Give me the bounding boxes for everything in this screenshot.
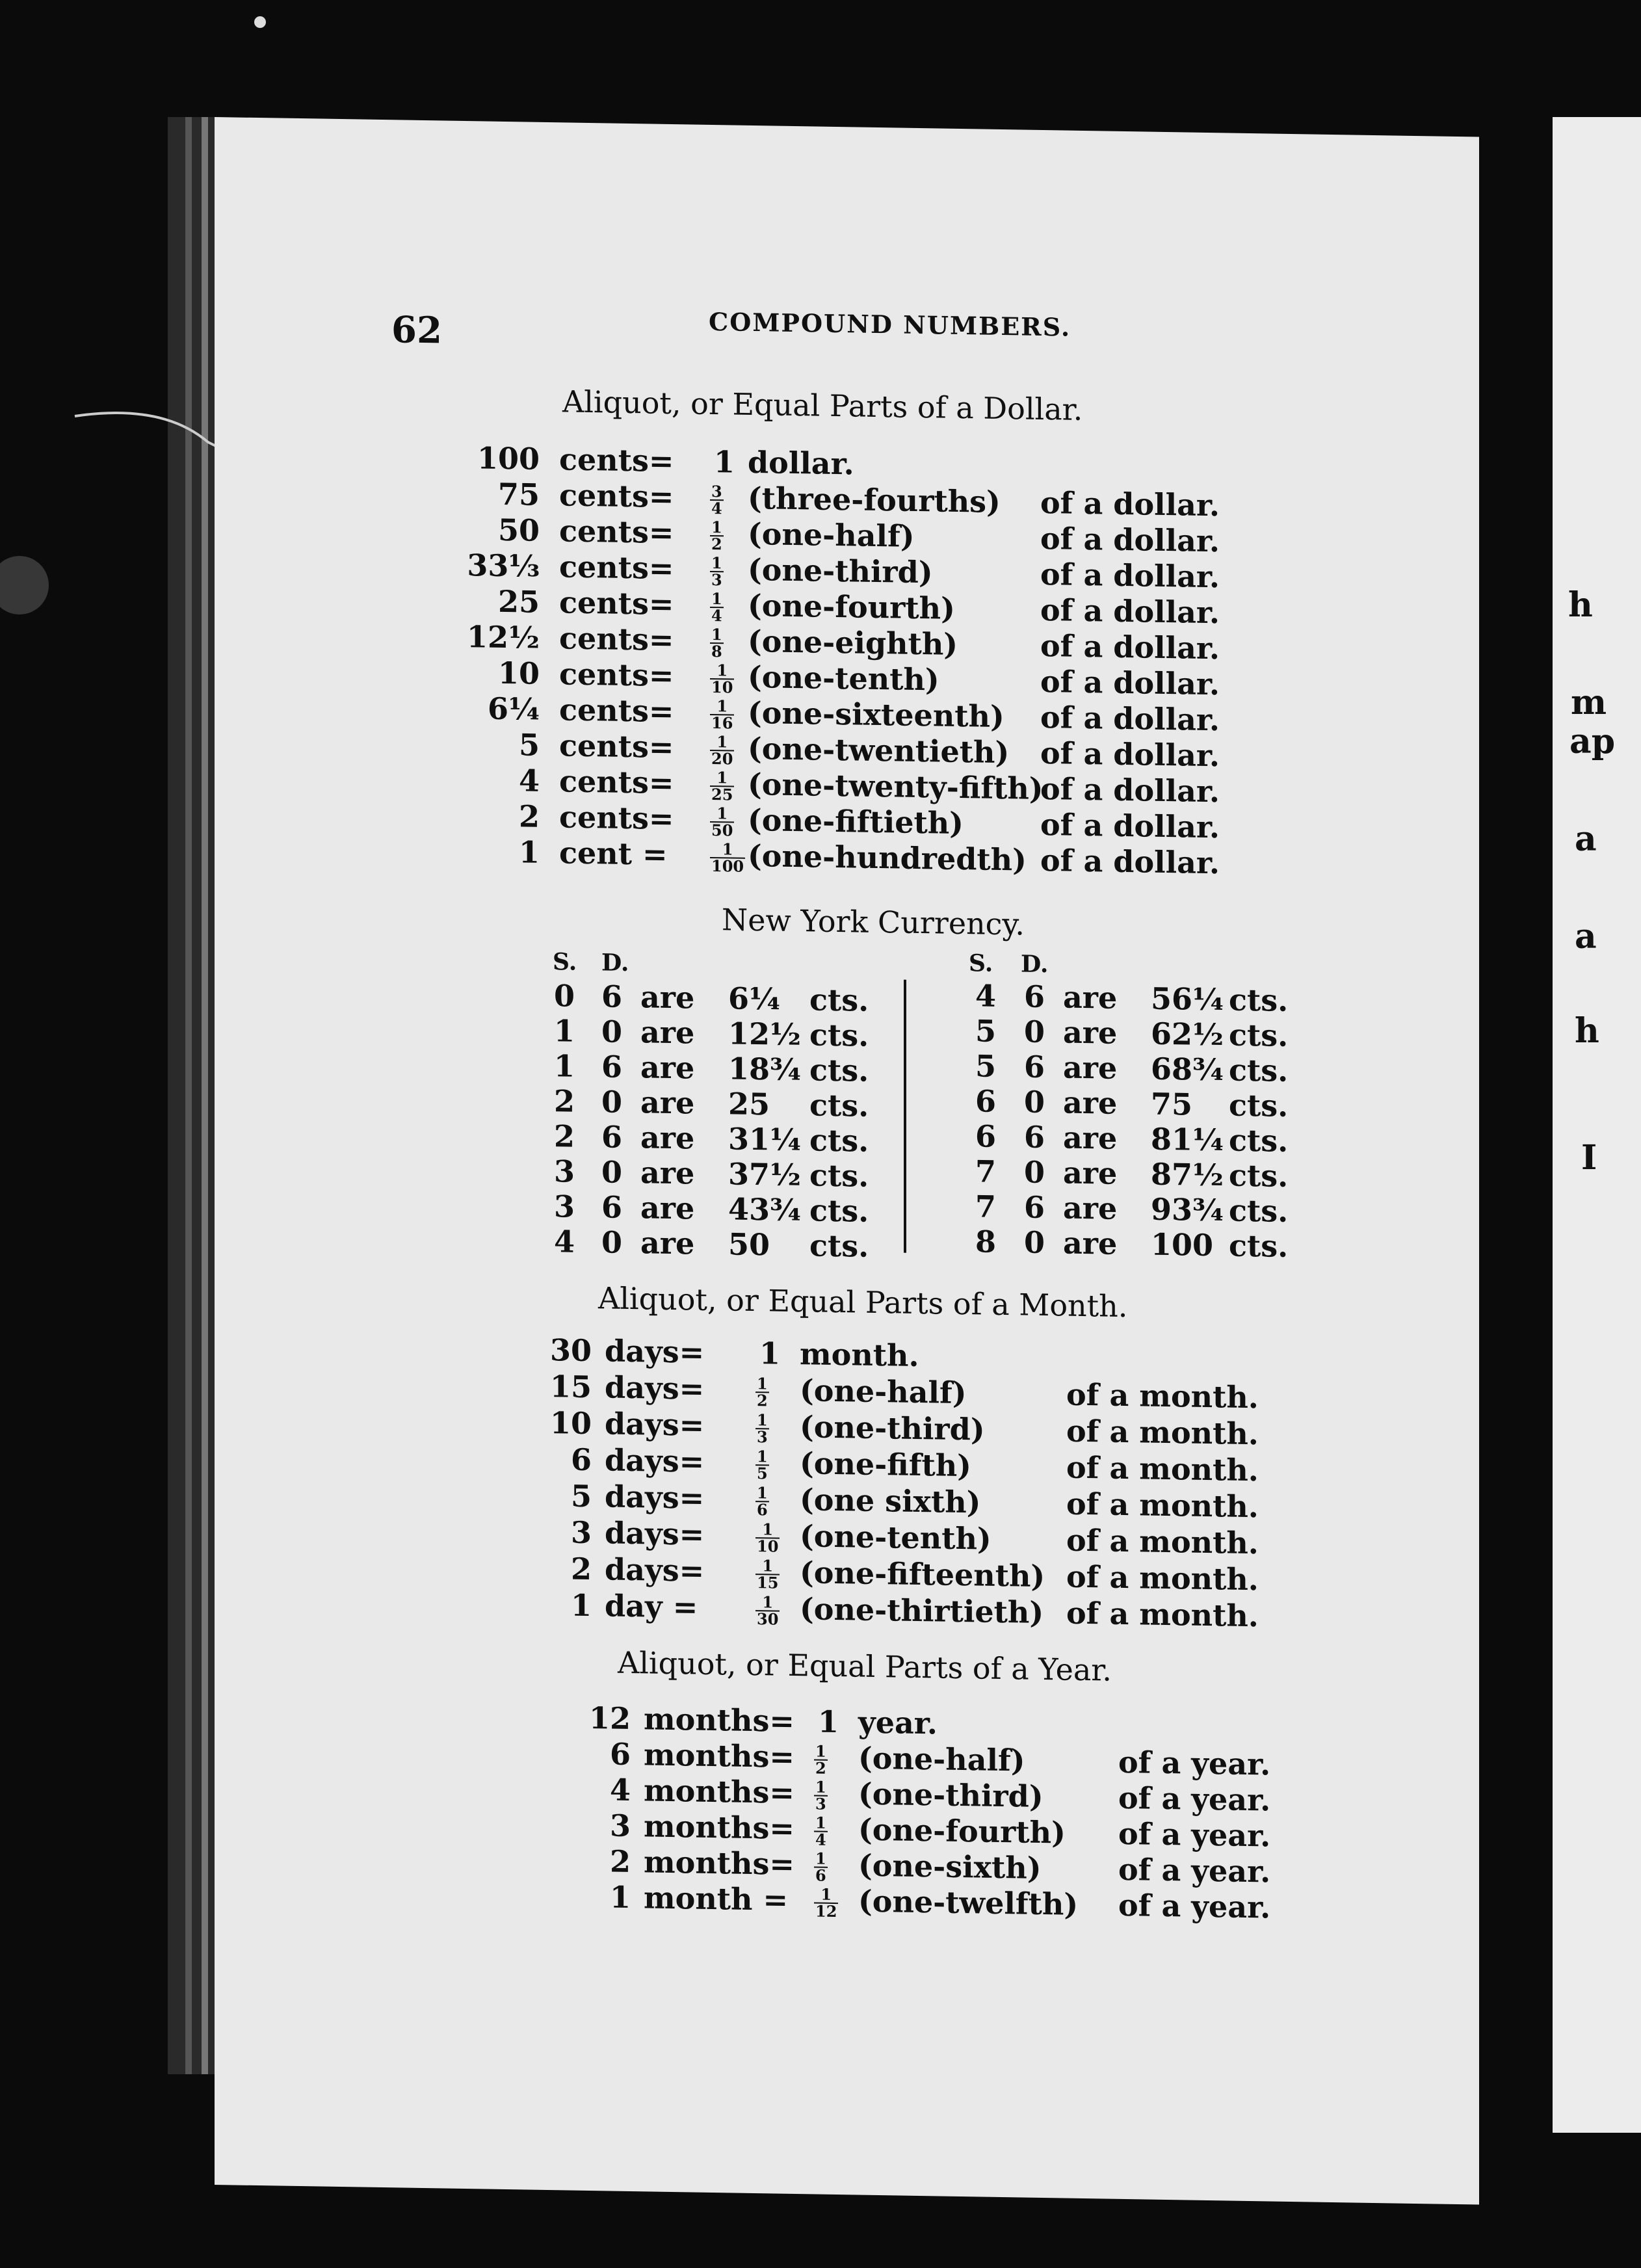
- fraction-cell: [709, 730, 735, 767]
- are-cell: are: [640, 979, 695, 1016]
- description-cell: (one-twentieth): [748, 730, 1010, 771]
- amount-cell: 30: [549, 1332, 592, 1369]
- shillings-cell: 2: [554, 1118, 575, 1154]
- of-unit-cell: of a dollar.: [1040, 842, 1220, 881]
- fraction-numerator: 1: [815, 1813, 826, 1832]
- fraction-denominator: 6: [757, 1500, 768, 1520]
- fraction-cell: [813, 1810, 829, 1847]
- cents-value-cell: 62½: [1151, 1016, 1224, 1053]
- shillings-cell: 2: [554, 1083, 575, 1119]
- fraction-denominator: 4: [711, 499, 722, 518]
- amount-cell: 75: [497, 476, 540, 512]
- cents-value-cell: 37½: [728, 1156, 801, 1193]
- description-cell: (one-twenty-fifth): [748, 766, 1044, 807]
- facing-page-text-fragment: I: [1581, 1138, 1597, 1178]
- of-unit-cell: of a month.: [1066, 1413, 1259, 1452]
- pence-cell: 6: [1024, 1049, 1045, 1085]
- fraction-cell: [709, 837, 746, 875]
- amount-cell: 2: [570, 1551, 592, 1587]
- cents-unit-cell: cts.: [1229, 1017, 1289, 1053]
- shillings-cell: 3: [554, 1154, 575, 1189]
- unit-cell: cent =: [559, 835, 668, 872]
- of-unit-cell: of a year.: [1118, 1780, 1271, 1818]
- unit-cell: days=: [605, 1479, 705, 1516]
- cents-unit-cell: cts.: [1229, 1122, 1289, 1159]
- of-unit-cell: of a month.: [1066, 1449, 1259, 1488]
- cents-unit-cell: cts.: [1229, 1228, 1289, 1264]
- amount-cell: 10: [549, 1405, 592, 1442]
- amount-cell: 1: [570, 1587, 592, 1624]
- pence-cell: 6: [1024, 1119, 1045, 1155]
- cents-unit-cell: cts.: [809, 982, 869, 1018]
- unit-cell: days=: [605, 1406, 705, 1443]
- cents-unit-cell: cts.: [809, 1157, 869, 1194]
- unit-cell: months=: [644, 1808, 794, 1847]
- cents-value-cell: 68¾: [1151, 1051, 1224, 1088]
- unit-cell: days=: [605, 1551, 705, 1589]
- pence-cell: 0: [1024, 1014, 1045, 1050]
- currency-left-col-d: D.: [601, 949, 629, 977]
- amount-cell: 2: [518, 798, 540, 834]
- description-cell: (one-fourth): [858, 1812, 1066, 1851]
- unit-cell: months=: [644, 1844, 794, 1882]
- unit-cell: days=: [605, 1369, 705, 1406]
- fraction-cell: [813, 1774, 829, 1812]
- description-cell: (one-fourth): [748, 587, 955, 626]
- pence-cell: 6: [601, 1049, 623, 1085]
- unit-cell: days=: [605, 1333, 705, 1370]
- fraction-numerator: 1: [755, 1522, 780, 1539]
- description-cell: (one-half): [748, 516, 915, 554]
- amount-cell: 12½: [467, 619, 540, 655]
- fraction-numerator: 1: [757, 1374, 768, 1393]
- unit-cell: cents=: [559, 620, 674, 658]
- description-cell: (one-third): [748, 551, 933, 590]
- fraction-denominator: 30: [757, 1609, 779, 1629]
- pence-cell: 0: [601, 1224, 623, 1260]
- fraction-denominator: 2: [815, 1758, 826, 1778]
- description-cell: (one-sixteenth): [748, 694, 1004, 735]
- fraction-numerator: 1: [755, 1594, 780, 1612]
- fraction-cell: [754, 1590, 781, 1628]
- amount-cell: 100: [477, 440, 540, 477]
- currency-right-col-s: S.: [969, 949, 993, 977]
- amount-cell: 4: [518, 763, 540, 798]
- fraction-cell: [813, 1882, 839, 1919]
- description-cell: month.: [800, 1336, 919, 1374]
- shillings-cell: 1: [554, 1013, 575, 1049]
- unit-cell: cents=: [559, 799, 674, 837]
- fraction-numerator: 1: [757, 1410, 768, 1430]
- fraction-numerator: 1: [815, 1741, 826, 1761]
- of-unit-cell: of a year.: [1118, 1744, 1271, 1782]
- fraction-denominator: 3: [757, 1427, 768, 1447]
- fraction-numerator: 1: [710, 663, 734, 680]
- amount-cell: 6: [570, 1442, 592, 1478]
- facing-page-text-fragment: h: [1575, 1011, 1599, 1051]
- shillings-cell: 6: [975, 1083, 997, 1119]
- description-cell: (one sixth): [800, 1482, 981, 1520]
- cents-value-cell: 6¼: [728, 981, 780, 1017]
- of-unit-cell: of a dollar.: [1040, 771, 1220, 810]
- fraction-numerator: 1: [757, 1483, 768, 1503]
- currency-section-title: New York Currency.: [722, 902, 1025, 942]
- fraction-numerator: 1: [710, 734, 734, 752]
- shillings-cell: 4: [975, 978, 997, 1014]
- facing-page-edge: [1553, 117, 1641, 2133]
- description-cell: (three-fourths): [748, 480, 1001, 520]
- shillings-cell: 7: [975, 1154, 997, 1189]
- description-cell: (one-twelfth): [858, 1883, 1079, 1922]
- of-unit-cell: of a year.: [1118, 1887, 1271, 1925]
- month-section-title: Aliquot, or Equal Parts of a Month.: [598, 1280, 1128, 1325]
- are-cell: are: [1063, 1049, 1118, 1086]
- description-cell: (one-sixth): [858, 1847, 1042, 1886]
- fraction-numerator: 1: [711, 625, 722, 644]
- fraction-numerator: 1: [710, 698, 734, 716]
- amount-cell: 12: [588, 1700, 631, 1737]
- fraction-denominator: 8: [711, 642, 722, 661]
- cents-unit-cell: cts.: [809, 1193, 869, 1229]
- year-table: [215, 1694, 1479, 1948]
- are-cell: are: [1063, 979, 1118, 1016]
- unit-cell: cents=: [559, 728, 674, 765]
- fraction-cell: [709, 587, 725, 624]
- page-number: 62: [391, 308, 442, 352]
- pence-cell: 0: [1024, 1154, 1045, 1191]
- shillings-cell: 7: [975, 1189, 997, 1224]
- fraction-cell: [754, 1481, 770, 1518]
- unit-cell: cents=: [559, 692, 674, 730]
- amount-cell: 1: [609, 1879, 631, 1916]
- unit-cell: days=: [605, 1515, 705, 1552]
- fraction-denominator: 15: [757, 1573, 779, 1592]
- pence-cell: 6: [601, 1119, 623, 1155]
- amount-cell: 2: [609, 1843, 631, 1880]
- cents-value-cell: 31¼: [728, 1121, 801, 1158]
- amount-cell: 10: [497, 655, 540, 691]
- cents-unit-cell: cts.: [809, 1087, 869, 1124]
- unit-cell: cents=: [559, 763, 674, 801]
- cents-value-cell: 25: [728, 1086, 770, 1122]
- pence-cell: 6: [1024, 979, 1045, 1015]
- cents-value-cell: 43¾: [728, 1191, 801, 1228]
- fraction-numerator: 1: [755, 1558, 780, 1576]
- shillings-cell: 0: [554, 978, 575, 1014]
- fraction-numerator: 1: [711, 589, 722, 609]
- fraction-numerator: 1: [710, 770, 734, 787]
- description-cell: (one-half): [858, 1740, 1025, 1778]
- are-cell: are: [1063, 1014, 1118, 1051]
- fraction-denominator: 2: [757, 1391, 768, 1410]
- shillings-cell: 6: [975, 1118, 997, 1154]
- description-cell: (one-eighth): [748, 623, 958, 662]
- dollar-section-title: Aliquot, or Equal Parts of a Dollar.: [562, 384, 1083, 427]
- description-cell: dollar.: [748, 444, 854, 482]
- fraction-denominator: 25: [711, 785, 733, 804]
- are-cell: are: [640, 1085, 695, 1121]
- year-section-title: Aliquot, or Equal Parts of a Year.: [618, 1644, 1112, 1688]
- are-cell: are: [1063, 1120, 1118, 1156]
- unit-cell: month =: [644, 1880, 789, 1918]
- of-unit-cell: of a dollar.: [1040, 699, 1220, 738]
- of-unit-cell: of a year.: [1118, 1815, 1271, 1854]
- amount-cell: 3: [609, 1808, 631, 1844]
- cents-value-cell: 87½: [1151, 1156, 1224, 1193]
- cents-unit-cell: cts.: [809, 1017, 869, 1053]
- currency-right-table: [215, 966, 1479, 1285]
- cents-unit-cell: cts.: [1229, 1193, 1289, 1229]
- pence-cell: 0: [601, 1014, 623, 1049]
- are-cell: are: [1063, 1225, 1118, 1261]
- of-unit-cell: of a month.: [1066, 1522, 1259, 1561]
- fraction-cell: [754, 1408, 770, 1445]
- value-cell: 1: [714, 444, 735, 480]
- description-cell: (one-fifteenth): [800, 1555, 1045, 1594]
- cents-value-cell: 93¾: [1151, 1191, 1224, 1228]
- cents-unit-cell: cts.: [809, 1122, 869, 1159]
- fraction-denominator: 10: [711, 678, 733, 697]
- fraction-cell: [813, 1739, 829, 1776]
- amount-cell: 15: [549, 1369, 592, 1405]
- fraction-numerator: 1: [711, 553, 722, 573]
- unit-cell: cents=: [559, 477, 674, 515]
- fraction-numerator: 1: [757, 1447, 768, 1466]
- unit-cell: days=: [605, 1442, 705, 1479]
- are-cell: are: [1063, 1155, 1118, 1191]
- fraction-cell: [709, 765, 735, 803]
- description-cell: (one-fifth): [800, 1445, 971, 1484]
- pence-cell: 0: [1024, 1084, 1045, 1120]
- fraction-denominator: 5: [757, 1464, 768, 1483]
- unit-cell: cents=: [559, 656, 674, 694]
- cents-unit-cell: cts.: [809, 1228, 869, 1264]
- fraction-cell: [754, 1444, 770, 1481]
- description-cell: (one-hundredth): [748, 837, 1027, 878]
- pence-cell: 0: [1024, 1224, 1045, 1261]
- fraction-cell: [754, 1517, 781, 1555]
- fraction-numerator: 1: [815, 1849, 826, 1868]
- of-unit-cell: of a dollar.: [1040, 556, 1220, 595]
- of-unit-cell: of a dollar.: [1040, 735, 1220, 774]
- unit-cell: day =: [605, 1588, 698, 1625]
- unit-cell: cents=: [559, 585, 674, 622]
- of-unit-cell: of a dollar.: [1040, 627, 1220, 666]
- cents-value-cell: 56¼: [1151, 981, 1224, 1018]
- unit-cell: months=: [644, 1773, 794, 1811]
- description-cell: (one-third): [800, 1409, 985, 1447]
- month-table: [215, 1326, 1479, 1659]
- of-unit-cell: of a dollar.: [1040, 484, 1220, 523]
- fraction-cell: [709, 801, 735, 839]
- amount-cell: 6: [609, 1736, 631, 1773]
- fraction-cell: [709, 515, 725, 552]
- cents-value-cell: 75: [1151, 1086, 1193, 1122]
- amount-cell: 5: [570, 1478, 592, 1514]
- fraction-denominator: 20: [711, 749, 733, 769]
- facing-page-text-fragment: h: [1568, 585, 1593, 625]
- description-cell: (one-tenth): [748, 659, 939, 698]
- cents-unit-cell: cts.: [1229, 1157, 1289, 1194]
- are-cell: are: [640, 1120, 695, 1156]
- description-cell: year.: [858, 1704, 938, 1741]
- of-unit-cell: of a year.: [1118, 1851, 1271, 1890]
- amount-cell: 25: [497, 583, 540, 620]
- pence-cell: 6: [1024, 1189, 1045, 1226]
- fraction-cell: [709, 658, 735, 696]
- shillings-cell: 8: [975, 1224, 997, 1259]
- fraction-numerator: 1: [815, 1777, 826, 1797]
- of-unit-cell: of a dollar.: [1040, 520, 1220, 559]
- amount-cell: 1: [518, 834, 540, 870]
- cents-value-cell: 50: [728, 1226, 770, 1263]
- of-unit-cell: of a month.: [1066, 1559, 1259, 1598]
- fraction-cell: [709, 479, 725, 516]
- amount-cell: 4: [609, 1772, 631, 1808]
- cents-unit-cell: cts.: [1229, 982, 1289, 1018]
- cents-value-cell: 18¾: [728, 1051, 801, 1088]
- facing-page-text-fragment: a: [1575, 917, 1597, 956]
- running-title: COMPOUND NUMBERS.: [709, 306, 1071, 342]
- shillings-cell: 5: [975, 1048, 997, 1084]
- of-unit-cell: of a dollar.: [1040, 663, 1220, 702]
- currency-left-col-s: S.: [553, 948, 577, 976]
- description-cell: (one-half): [800, 1373, 967, 1411]
- are-cell: are: [640, 1014, 695, 1051]
- fraction-cell: [709, 622, 725, 659]
- are-cell: are: [1063, 1190, 1118, 1226]
- pence-cell: 0: [601, 1084, 623, 1120]
- are-cell: are: [1063, 1085, 1118, 1121]
- fraction-denominator: 4: [711, 606, 722, 626]
- fraction-denominator: 16: [711, 713, 733, 733]
- fraction-numerator: 1: [710, 806, 734, 823]
- fraction-denominator: 10: [757, 1536, 779, 1556]
- unit-cell: months=: [644, 1701, 794, 1739]
- shillings-cell: 3: [554, 1189, 575, 1224]
- book-page: [215, 117, 1479, 2205]
- fraction-numerator: 3: [711, 482, 722, 501]
- unit-cell: months=: [644, 1737, 794, 1775]
- cents-value-cell: 100: [1151, 1226, 1214, 1263]
- amount-cell: 50: [497, 512, 540, 548]
- description-cell: (one-fiftieth): [748, 802, 964, 841]
- fraction-denominator: 4: [815, 1830, 826, 1849]
- cents-unit-cell: cts.: [1229, 1087, 1289, 1124]
- cents-value-cell: 12½: [728, 1016, 801, 1053]
- fraction-cell: [813, 1846, 829, 1883]
- fraction-denominator: 3: [815, 1794, 826, 1813]
- shillings-cell: 4: [554, 1224, 575, 1259]
- fraction-denominator: 3: [711, 570, 722, 590]
- amount-cell: 3: [570, 1514, 592, 1551]
- description-cell: (one-third): [858, 1776, 1044, 1815]
- unit-cell: cents=: [559, 513, 674, 551]
- cents-value-cell: 81¼: [1151, 1121, 1224, 1158]
- fraction-cell: [754, 1553, 781, 1591]
- dollar-table: [215, 436, 1479, 911]
- are-cell: are: [640, 1225, 695, 1261]
- fraction-cell: [709, 694, 735, 732]
- are-cell: are: [640, 1190, 695, 1226]
- pence-cell: 6: [601, 1189, 623, 1225]
- facing-page-text-fragment: m: [1571, 683, 1607, 722]
- shillings-cell: 5: [975, 1013, 997, 1049]
- amount-cell: 33⅓: [467, 547, 540, 584]
- fraction-numerator: 1: [814, 1886, 838, 1904]
- fraction-denominator: 2: [711, 534, 722, 554]
- are-cell: are: [640, 1155, 695, 1191]
- amount-cell: 5: [518, 727, 540, 763]
- fraction-denominator: 6: [815, 1866, 826, 1885]
- of-unit-cell: of a dollar.: [1040, 806, 1220, 845]
- of-unit-cell: of a month.: [1066, 1595, 1259, 1634]
- are-cell: are: [640, 1049, 695, 1086]
- fraction-denominator: 100: [711, 856, 744, 876]
- unit-cell: cents=: [559, 442, 674, 479]
- shillings-cell: 1: [554, 1048, 575, 1084]
- fraction-cell: [709, 551, 725, 588]
- description-cell: (one-tenth): [800, 1518, 991, 1557]
- facing-page-text-fragment: a: [1575, 819, 1597, 859]
- facing-page-text-fragment: ap: [1569, 722, 1616, 761]
- value-cell: 1: [818, 1704, 839, 1740]
- fraction-denominator: 12: [815, 1901, 837, 1921]
- pence-cell: 6: [601, 979, 623, 1014]
- fraction-numerator: 1: [711, 518, 722, 537]
- fraction-numerator: 1: [710, 841, 745, 859]
- of-unit-cell: of a month.: [1066, 1377, 1259, 1416]
- value-cell: 1: [759, 1336, 781, 1371]
- description-cell: (one-thirtieth): [800, 1591, 1044, 1631]
- unit-cell: cents=: [559, 549, 674, 587]
- of-unit-cell: of a dollar.: [1040, 592, 1220, 631]
- of-unit-cell: of a month.: [1066, 1486, 1259, 1525]
- currency-right-col-d: D.: [1021, 950, 1049, 979]
- amount-cell: 6¼: [488, 691, 540, 727]
- pence-cell: 0: [601, 1154, 623, 1190]
- cents-unit-cell: cts.: [809, 1052, 869, 1088]
- cents-unit-cell: cts.: [1229, 1052, 1289, 1088]
- fraction-denominator: 50: [711, 821, 733, 840]
- fraction-cell: [754, 1371, 770, 1408]
